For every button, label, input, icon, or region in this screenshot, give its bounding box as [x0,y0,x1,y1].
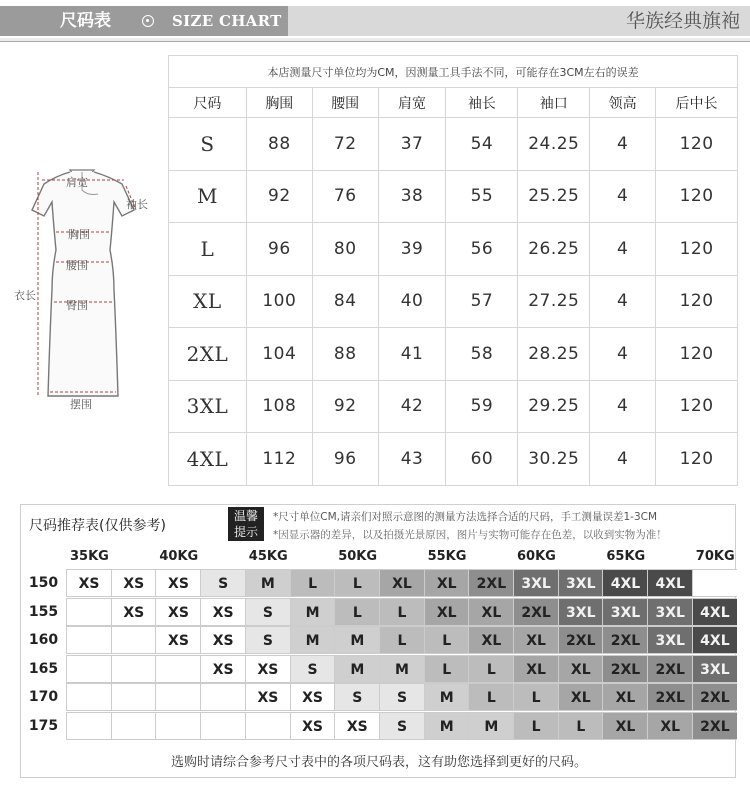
recommendation-cell: 4XL [692,626,737,654]
recommendation-title: 尺码推荐表(仅供参考) [29,518,166,534]
size-value-cell: 28.25 [518,328,590,381]
recommendation-cell: 2XL [558,626,603,654]
size-table-note: 本店测量尺寸单位均为CM，因测量工具手法不同，可能存在3CM左右的误差 [169,56,738,88]
size-table-header: 后中长 [656,88,738,118]
size-label-cell: M [169,170,247,223]
recommendation-row [21,683,737,712]
recommendation-cell: S [379,712,424,740]
size-value-cell: 56 [446,223,518,276]
size-value-cell: 112 [246,433,312,486]
recommendation-cell: L [379,626,424,654]
weight-label: 70KG [695,549,735,564]
recommendation-cell: M [468,712,513,740]
recommendation-cell: 4XL [692,598,737,626]
size-table [168,55,738,486]
recommendation-cell: 2XL [468,569,513,597]
size-table-row [169,328,738,381]
banner-divider [0,38,750,42]
size-value-cell: 92 [312,380,378,433]
recommendation-cell: 4XL [602,569,647,597]
recommendation-cell [200,712,245,740]
weight-label: 45KG [248,549,288,564]
size-value-cell: 120 [656,170,738,223]
size-value-cell: 4 [590,380,656,433]
tip-text-2: *因显示器的差异，以及拍摄光景原因，图片与实物可能存在色差，以收到实物为准！ [273,529,667,541]
recommendation-cell: XS [155,569,200,597]
size-value-cell: 30.25 [518,433,590,486]
size-table-row [169,170,738,223]
recommendation-cell: S [200,569,245,597]
recommendation-cell: 2XL [692,712,737,740]
recommendation-cell [66,655,111,683]
recommendation-cell: 3XL [647,598,692,626]
recommendation-cell [111,683,156,711]
tip-badge [228,507,264,541]
height-label: 160 [28,632,59,649]
recommendation-cell: M [379,655,424,683]
recommendation-cell: 2XL [647,683,692,711]
label-shoulder: 肩宽 [66,176,88,189]
recommendation-cell: 3XL [513,569,558,597]
size-value-cell: 60 [446,433,518,486]
height-label: 165 [28,660,59,677]
size-table-header: 袖口 [518,88,590,118]
weight-label: 55KG [427,549,467,564]
recommendation-cell: XL [424,569,469,597]
recommendation-cell: XS [111,598,156,626]
size-value-cell: 57 [446,275,518,328]
recommendation-cell: L [558,712,603,740]
weight-label: 35KG [70,549,109,564]
size-value-cell: 92 [246,170,312,223]
size-value-cell: 4 [590,170,656,223]
recommendation-cell [692,569,737,597]
recommendation-cell: M [424,712,469,740]
banner-subtitle: SIZE CHART [172,12,282,30]
label-length: 衣长 [14,289,36,302]
size-value-cell: 39 [378,223,446,276]
size-value-cell: 43 [378,433,446,486]
recommendation-cell: 2XL [602,626,647,654]
size-value-cell: 27.25 [518,275,590,328]
label-sleeve: 袖长 [126,198,148,211]
recommendation-cell: L [468,683,513,711]
weight-header-row [21,545,737,571]
recommendation-cell: 4XL [647,569,692,597]
recommendation-cell: XS [290,712,335,740]
label-waist: 腰围 [66,259,88,272]
size-value-cell: 59 [446,380,518,433]
banner-title: 尺码表 [60,11,111,31]
recommendation-cell: 3XL [692,655,737,683]
recommendation-row [21,626,737,655]
size-value-cell: 4 [590,275,656,328]
size-value-cell: 42 [378,380,446,433]
recommendation-cell: XL [424,598,469,626]
size-table-header: 肩宽 [378,88,446,118]
recommendation-cell: L [513,712,558,740]
size-table-row [169,275,738,328]
recommendation-cell: S [334,683,379,711]
recommendation-cell: XS [111,569,156,597]
recommendation-cell: XS [66,569,111,597]
height-label: 155 [28,603,59,620]
recommendation-cell: S [245,598,290,626]
recommendation-cell: 2XL [647,655,692,683]
recommendation-cell: L [424,626,469,654]
size-value-cell: 26.25 [518,223,590,276]
recommendation-cell: XL [558,655,603,683]
recommendation-cell: XL [468,598,513,626]
recommendation-cell [155,683,200,711]
recommendation-cell [66,712,111,740]
recommendation-cell [155,655,200,683]
size-table-header: 领高 [590,88,656,118]
recommendation-cell: L [290,569,335,597]
recommendation-cell: L [334,569,379,597]
store-name: 华族经典旗袍 [625,10,740,32]
recommendation-cell [66,626,111,654]
recommendation-cell [66,683,111,711]
size-value-cell: 38 [378,170,446,223]
size-table-row [169,433,738,486]
height-label: 150 [28,575,59,591]
size-value-cell: 88 [246,118,312,171]
size-value-cell: 29.25 [518,380,590,433]
recommendation-cell: 2XL [513,598,558,626]
recommendation-cell [111,712,156,740]
recommendation-cell: XL [513,626,558,654]
size-table-header: 袖长 [446,88,518,118]
weight-label: 40KG [159,549,199,564]
label-hip: 臀围 [66,299,88,312]
recommendation-cell: XS [200,598,245,626]
recommendation-cell: XL [513,655,558,683]
size-value-cell: 120 [656,433,738,486]
size-value-cell: 72 [312,118,378,171]
size-label-cell: 3XL [169,380,247,433]
size-table-header: 腰围 [312,88,378,118]
size-value-cell: 41 [378,328,446,381]
recommendation-cell: M [290,626,335,654]
size-value-cell: 80 [312,223,378,276]
recommendation-cell: XL [647,712,692,740]
recommendation-cell: XS [200,655,245,683]
recommendation-cell: L [379,598,424,626]
recommendation-cell: XS [290,683,335,711]
size-value-cell: 100 [246,275,312,328]
recommendation-cell: M [290,598,335,626]
recommendation-row [21,598,737,627]
size-value-cell: 104 [246,328,312,381]
size-table-header: 胸围 [246,88,312,118]
size-recommendation [20,504,736,778]
recommendation-cell: XS [245,683,290,711]
circle-dot-icon [142,15,154,27]
recommendation-cell [66,598,111,626]
size-value-cell: 54 [446,118,518,171]
recommendation-cell: XL [602,683,647,711]
recommendation-cell: XS [245,655,290,683]
recommendation-cell: L [513,683,558,711]
size-table-header: 尺码 [169,88,247,118]
recommendation-row [21,655,737,684]
size-table-row [169,380,738,433]
recommendation-cell [111,626,156,654]
size-value-cell: 4 [590,433,656,486]
size-value-cell: 55 [446,170,518,223]
size-value-cell: 4 [590,328,656,381]
recommendation-cell: L [334,598,379,626]
recommendation-cell: S [290,655,335,683]
size-label-cell: S [169,118,247,171]
recommendation-cell: XL [602,712,647,740]
recommendation-cell: M [245,569,290,597]
size-value-cell: 108 [246,380,312,433]
size-label-cell: L [169,223,247,276]
size-value-cell: 40 [378,275,446,328]
tip-badge-line2: 提示 [233,525,258,539]
recommendation-cell: 3XL [558,569,603,597]
size-value-cell: 76 [312,170,378,223]
size-value-cell: 120 [656,328,738,381]
recommendation-cell: 3XL [647,626,692,654]
recommendation-cell: 2XL [692,683,737,711]
size-label-cell: 4XL [169,433,247,486]
recommendation-cell: 3XL [602,598,647,626]
recommendation-cell: L [468,655,513,683]
recommendation-cell [155,712,200,740]
recommendation-cell: XL [468,626,513,654]
size-table-row [169,223,738,276]
recommendation-cell: XS [200,626,245,654]
recommendation-cell: XL [379,569,424,597]
weight-label: 60KG [517,549,556,564]
recommendation-cell: XL [558,683,603,711]
size-value-cell: 96 [246,223,312,276]
recommendation-cell [111,655,156,683]
size-table-header-row [169,88,738,118]
recommendation-cell: XS [155,598,200,626]
size-value-cell: 120 [656,118,738,171]
size-value-cell: 120 [656,380,738,433]
height-label: 170 [28,689,59,706]
recommendation-cell: M [334,626,379,654]
size-value-cell: 96 [312,433,378,486]
size-label-cell: XL [169,275,247,328]
header-banner [0,0,750,44]
weight-label: 50KG [338,549,378,564]
size-value-cell: 4 [590,118,656,171]
recommendation-cell [245,712,290,740]
label-hem: 摆围 [70,398,92,411]
size-value-cell: 120 [656,223,738,276]
size-table-row [169,118,738,171]
height-label: 175 [28,718,59,734]
footer-note: 选购时请综合参考尺寸表中的各项尺码表，这有助您选择到更好的尺码。 [170,755,587,770]
recommendation-cell: 3XL [558,598,603,626]
label-chest: 胸围 [68,228,90,241]
tip-badge-line1: 温馨 [233,509,258,523]
weight-label: 65KG [606,549,646,564]
tip-text-1: *尺寸单位CM,请亲们对照示意图的测量方法选择合适的尺码，手工测量误差1-3CM [273,511,658,523]
recommendation-cell: M [334,655,379,683]
size-value-cell: 58 [446,328,518,381]
size-table-note-row [169,56,738,88]
dress-diagram [8,160,168,410]
size-value-cell: 120 [656,275,738,328]
recommendation-cell: M [424,683,469,711]
size-value-cell: 4 [590,223,656,276]
size-value-cell: 24.25 [518,118,590,171]
recommendation-cell: XS [334,712,379,740]
recommendation-cell: S [245,626,290,654]
size-value-cell: 84 [312,275,378,328]
size-value-cell: 88 [312,328,378,381]
recommendation-cell: S [379,683,424,711]
size-label-cell: 2XL [169,328,247,381]
recommendation-cell: XS [155,626,200,654]
recommendation-row [21,569,737,598]
size-value-cell: 37 [378,118,446,171]
recommendation-cell: 2XL [602,655,647,683]
recommendation-row [21,712,737,741]
recommendation-cell [200,683,245,711]
size-value-cell: 25.25 [518,170,590,223]
recommendation-cell: L [424,655,469,683]
